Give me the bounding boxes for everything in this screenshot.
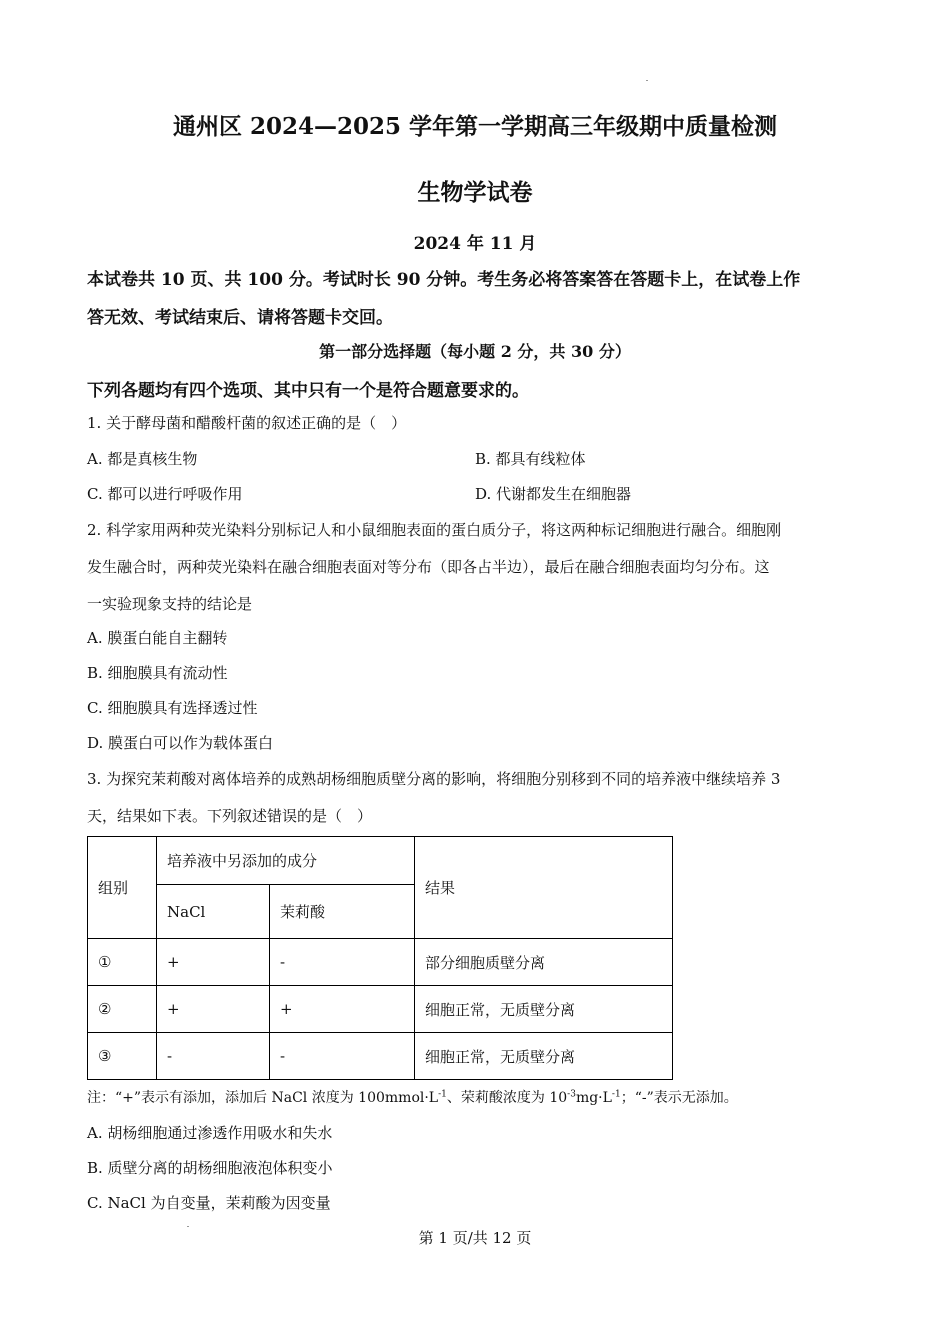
table-row xyxy=(88,939,673,986)
table-row xyxy=(88,986,673,1033)
table-cell-nacl: + xyxy=(157,939,270,986)
page-footer: 第 1 页/共 12 页 xyxy=(418,1229,532,1247)
q2-option-c: C. 细胞膜具有选择透过性 xyxy=(87,699,258,717)
table-cell-jasmonic-acid: + xyxy=(270,986,415,1033)
note-text: 注：“+”表示有添加，添加后 NaCl 浓度为 100mmol·L xyxy=(87,1090,439,1106)
instructions-line-1: 本试卷共 10 页、共 100 分。考试时长 90 分钟。考生务必将答案答在答题卡上，在试卷上作 xyxy=(87,270,801,290)
table-cell-result: 细胞正常，无质壁分离 xyxy=(415,986,673,1033)
note-text: 、荣莉酸浓度为 10 xyxy=(446,1090,568,1106)
q1-option-b: B. 都具有线粒体 xyxy=(475,450,586,468)
q2-stem-line-1: 2. 科学家用两种荧光染料分别标记人和小鼠细胞表面的蛋白质分子，将这两种标记细胞进行融合。细胞刚 xyxy=(87,521,782,539)
table-cell-result: 部分细胞质壁分离 xyxy=(415,939,673,986)
table-header-jasmonic-acid: 茉莉酸 xyxy=(270,885,415,939)
table-header-added: 培养液中另添加的成分 xyxy=(157,837,415,885)
table-cell-jasmonic-acid: - xyxy=(270,1033,415,1080)
note-text: ；“-”表示无添加。 xyxy=(620,1090,738,1106)
section-heading: 第一部分选择题（每小题 2 分，共 30 分） xyxy=(319,342,631,361)
table-row xyxy=(88,1033,673,1080)
q3-option-a: A. 胡杨细胞通过渗透作用吸水和失水 xyxy=(87,1124,333,1142)
q3-results-table xyxy=(87,836,673,1080)
q2-option-d: D. 膜蛋白可以作为载体蛋白 xyxy=(87,734,274,752)
table-header-result: 结果 xyxy=(415,837,673,939)
section-note: 下列各题均有四个选项、其中只有一个是符合题意要求的。 xyxy=(87,381,529,401)
q1-option-a: A. 都是真核生物 xyxy=(87,450,198,468)
q3-option-c: C. NaCl 为自变量，茉莉酸为因变量 xyxy=(87,1194,331,1212)
q3-stem-line-2: 天，结果如下表。下列叙述错误的是（ ） xyxy=(87,807,373,825)
q3-stem-line-1: 3. 为探究茉莉酸对离体培养的成熟胡杨细胞质壁分离的影响，将细胞分别移到不同的培养液中继续培养 3 xyxy=(87,770,781,788)
note-superscript: -3 xyxy=(567,1089,576,1100)
q1-option-c: C. 都可以进行呼吸作用 xyxy=(87,485,243,503)
table-cell-result: 细胞正常，无质壁分离 xyxy=(415,1033,673,1080)
q3-option-b: B. 质壁分离的胡杨细胞液泡体积变小 xyxy=(87,1159,333,1177)
table-cell-group: ③ xyxy=(88,1033,157,1080)
table-cell-group: ② xyxy=(88,986,157,1033)
q2-option-b: B. 细胞膜具有流动性 xyxy=(87,664,228,682)
exam-title: 通州区 2024—2025 学年第一学期高三年级期中质量检测 xyxy=(172,113,778,140)
table-cell-group: ① xyxy=(88,939,157,986)
table-header-nacl: NaCl xyxy=(157,885,270,939)
instructions-line-2: 答无效、考试结束后、请将答题卡交回。 xyxy=(87,308,393,328)
table-cell-nacl: + xyxy=(157,986,270,1033)
note-superscript: -1 xyxy=(438,1089,447,1100)
exam-date: 2024 年 11 月 xyxy=(413,234,537,254)
table-header-group: 组别 xyxy=(88,837,157,939)
q1-option-d: D. 代谢都发生在细胞器 xyxy=(475,485,632,503)
scan-mark xyxy=(646,80,648,81)
exam-subtitle: 生物学试卷 xyxy=(417,179,533,206)
q2-stem-line-2: 发生融合时，两种荧光染料在融合细胞表面对等分布（即各占半边），最后在融合细胞表面均匀分布。这 xyxy=(87,558,770,576)
note-superscript: -1 xyxy=(611,1089,621,1100)
q3-table-note xyxy=(87,1087,738,1107)
table-cell-jasmonic-acid: - xyxy=(270,939,415,986)
q2-option-a: A. 膜蛋白能自主翻转 xyxy=(87,629,228,647)
note-text: mg·L xyxy=(575,1090,612,1106)
q2-stem-line-3: 一实验现象支持的结论是 xyxy=(87,595,253,613)
q1-stem: 1. 关于酵母菌和醋酸杆菌的叙述正确的是（ ） xyxy=(87,414,407,432)
table-cell-nacl: - xyxy=(157,1033,270,1080)
